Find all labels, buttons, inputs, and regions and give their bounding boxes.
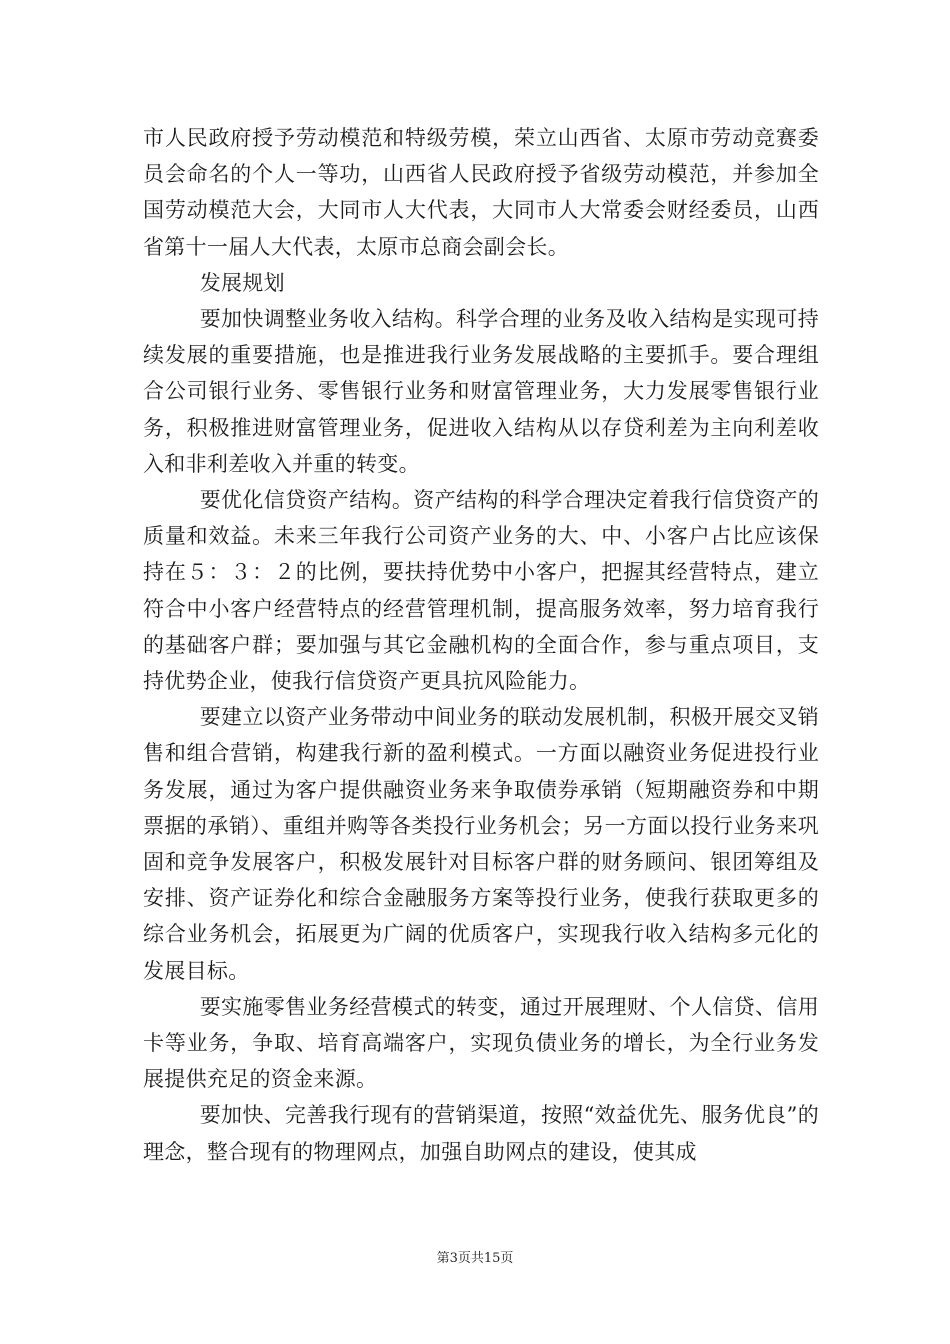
paragraph-marketing-channels: 要加快、完善我行现有的营销渠道，按照“效益优先、服务优良”的理念，整合现有的物理网点，加强自助网点的建设，使其成 xyxy=(143,1103,819,1164)
continuation-paragraph: 市人民政府授予劳动模范和特级劳模，荣立山西省、太原市劳动竞赛委员会命名的个人一等功，山西省人民政府授予省级劳动模范，并参加全国劳动模范大会，大同市人大代表，大同市人大常委会财经委员，山西省第十一届人大代表，太原市总商会副会长。 xyxy=(143,126,819,259)
footer-middle: 页共 xyxy=(457,1251,484,1266)
footer-total-pages: 15 xyxy=(483,1251,501,1266)
paragraph-revenue-structure: 要加快调整业务收入结构。科学合理的业务及收入结构是实现可持续发展的重要措施，也是推进我行业务发展战略的主要抓手。要合理组合公司银行业务、零售银行业务和财富管理业务，大力发展零售银行业务，积极推进财富管理业务，促进收入结构从以存贷利差为主向利差收入和非利差收入并重的转变。 xyxy=(143,307,819,476)
page-number-footer xyxy=(0,1247,950,1266)
section-heading: 发展规划 xyxy=(199,270,285,295)
paragraph-intermediate-business: 要建立以资产业务带动中间业务的联动发展机制，积极开展交叉销售和组合营销，构建我行新的盈利模式。一方面以融资业务促进投行业务发展，通过为客户提供融资业务来争取债券承销（短期融资券和中期票据的承销）、重组并购等各类投行业务机会；另一方面以投行业务来巩固和竞争发展客户，积极发展针对目标客户群的财务顾问、银团筹组及安排、资产证券化和综合金融服务方案等投行业务，使我行获取更多的综合业务机会，拓展更为广阔的优质客户，实现我行收入结构多元化的发展目标。 xyxy=(143,705,819,983)
footer-current-page: 3 xyxy=(449,1251,458,1266)
footer-prefix: 第 xyxy=(436,1251,450,1266)
paragraph-retail-business: 要实施零售业务经营模式的转变，通过开展理财、个人信贷、信用卡等业务，争取、培育高端客户，实现负债业务的增长，为全行业务发展提供充足的资金来源。 xyxy=(143,994,819,1092)
paragraph-credit-assets: 要优化信贷资产结构。资产结构的科学合理决定着我行信贷资产的质量和效益。未来三年我行公司资产业务的大、中、小客户占比应该保持在５：３：２的比例，要扶持优势中小客户，把握其经营特点，建立符合中小客户经营特点的经营管理机制，提高服务效率，努力培育我行的基础客户群；要加强与其它金融机构的全面合作，参与重点项目，支持优势企业，使我行信贷资产更具抗风险能力。 xyxy=(143,488,819,694)
document-body xyxy=(143,120,819,1170)
footer-suffix: 页 xyxy=(500,1251,514,1266)
